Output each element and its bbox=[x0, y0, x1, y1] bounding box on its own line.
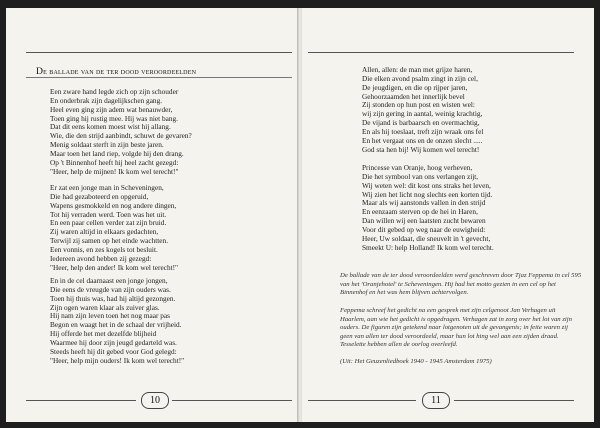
poem-line: God sta hen bij! Wij komen wel terecht! bbox=[362, 144, 480, 154]
footer-rule-left bbox=[308, 400, 416, 401]
note-line: Tesselette hebben allen de oorlog overleefd. bbox=[340, 341, 458, 348]
note-origin bbox=[340, 272, 581, 298]
poem-title-initial: D bbox=[36, 66, 44, 77]
poem-line: De vijand is barbaarsch en overmachtig, bbox=[362, 118, 480, 128]
note-line: De ballade van de ter dood veroordeelden werd geschreven door Tjaz Feppema in cel 595 bbox=[340, 272, 582, 279]
poem-line: En in de cel daarnaast een jonge jongen, bbox=[50, 276, 168, 285]
poem-line: Wapens gesmokkeld en nog andere dingen, bbox=[50, 200, 177, 210]
poem-line: Maar als wij aanstonds vallen in den strijd bbox=[362, 198, 486, 208]
poem-line: Wij zien het licht nog slechts een korten tijd. bbox=[362, 189, 493, 199]
poem-line: Smeekt U: help Holland! Ik kom wel terecht. bbox=[362, 242, 494, 252]
note-line: Binnenhof en het was hem blijven achtervolgen. bbox=[340, 289, 469, 296]
poem-line: Heer, Uw soldaat, die sneuvelt in 't gevecht, bbox=[362, 233, 491, 243]
poem-line: Begon en waagt het in de schaal der vrijheid. bbox=[50, 320, 182, 330]
poem-line: En als hij toeslaat, treft zijn wraak ons fel bbox=[362, 126, 484, 136]
footer-rule-left bbox=[26, 400, 136, 401]
poem-line: Toen ging hij rustig mee. Hij was niet bang. bbox=[50, 113, 178, 123]
poem-line: De jeugdigen, en die op rijper jaren, bbox=[362, 82, 468, 92]
poem-line: Princesse van Oranje, hoog verheven, bbox=[362, 163, 473, 172]
note-line: ouders. De figuren zijn getekend naar lotgenoten uit de gevangenis; in feite waren zij bbox=[340, 324, 568, 331]
poem-line: Hij nam zijn leven toen het nog maar pas bbox=[50, 311, 170, 321]
poem-line: Heel even ging zijn adem wat benauwder, bbox=[50, 104, 173, 114]
note-background bbox=[340, 307, 572, 350]
poem-line: Terwijl zij samen op het einde wachtten. bbox=[50, 236, 169, 246]
poem-line: Maar toen het land riep, volgde hij den drang. bbox=[50, 148, 184, 158]
stanza-5 bbox=[362, 164, 494, 252]
poem-line: Waarmee hij door zijn jeugd gedarteld was. bbox=[50, 337, 177, 347]
poem-line: Er zat een jonge man in Scheveningen, bbox=[50, 183, 164, 192]
note-line: geen van allen ter dood veroordeeld, maar hun lot hing wel aan een zijden draad. bbox=[340, 332, 559, 340]
poem-line: Steeds heeft hij dit gebed voor God gelegd: bbox=[50, 346, 177, 356]
poem-line: Een vonnis, en zes kogels tot besluit. bbox=[50, 244, 158, 254]
note-line: van het 'Oranjehotel' te Scheveningen. Hij had het motto gezien in een cel op het bbox=[340, 280, 556, 288]
poem-line: "Heer, help mijn ouders! Ik kom wel terecht!" bbox=[50, 355, 185, 365]
poem-line: Op 't Binnenhof heeft hij heel zacht gezegd: bbox=[50, 157, 179, 167]
poem-line: Zijn ogen waren klaar als zuiver glas. bbox=[50, 302, 160, 312]
poem-title bbox=[36, 66, 196, 77]
poem-line: Die het symbool van ons verlangen zijt, bbox=[362, 171, 479, 181]
page-number: 11 bbox=[422, 392, 450, 409]
poem-line: Hij offerde het met dezelfde blijheid bbox=[50, 329, 157, 339]
poem-line: Wie, die den strijd aanbindt, schuwt de gevaren? bbox=[50, 131, 192, 141]
poem-line: Die elken avond psalm zingt in zijn cel, bbox=[362, 73, 478, 83]
note-line: Feppema schreef het gedicht na een gesprek met zijn celgenoot Jan Verhagen uit bbox=[340, 307, 556, 314]
footer-rule-right bbox=[454, 400, 574, 401]
poem-line: En eenzaam sterven op de hei in Haren, bbox=[362, 207, 478, 217]
poem-line: "Heer, help den ander! Ik kom wel terecht!" bbox=[50, 262, 179, 272]
poem-line: "Heer, help de mijnen! Ik kom wel terecht!" bbox=[50, 166, 179, 176]
stanza-1 bbox=[50, 88, 192, 176]
footer-rule-right bbox=[172, 400, 292, 401]
poem-title-text: e ballade van de ter dood veroordeelden bbox=[43, 67, 197, 76]
top-rule bbox=[26, 52, 292, 53]
poem-line: En onderbrak zijn dagelijkschen gang. bbox=[50, 95, 163, 105]
stanza-3 bbox=[50, 277, 184, 365]
poem-line: Dan willen wij een laatsten zucht bewaren bbox=[362, 216, 486, 226]
poem-line: Dat dit eens komen moest wist hij allang. bbox=[50, 122, 171, 132]
poem-line: En het vergaat ons en de onzen slecht ..... bbox=[362, 135, 483, 145]
left-page bbox=[6, 8, 298, 422]
poem-line: Menig soldaat sterft in zijn beste jaren. bbox=[50, 140, 164, 150]
poem-line: Die had gezaboteerd en opgeruid, bbox=[50, 191, 149, 201]
source-citation: (Uit: Het Geuzenliedboek 1940 - 1945 Amsterdam 1975) bbox=[340, 358, 492, 365]
poem-line: Gehoorzaamden het innerlijk bevel bbox=[362, 91, 465, 101]
poem-line: En een paar cellen verder zat zijn bruid. bbox=[50, 218, 167, 228]
stanza-2 bbox=[50, 184, 178, 272]
top-rule bbox=[308, 52, 574, 53]
poem-line: Voor dit gebed op weg naar de euwigheid: bbox=[362, 224, 486, 234]
poem-line: wij zijn gering in aantal, weinig krachtig, bbox=[362, 109, 483, 119]
poem-line: Die eens de vreugde van zijn ouders was. bbox=[50, 284, 171, 294]
poem-line: Een zware hand legde zich op zijn schouder bbox=[50, 87, 179, 96]
poem-line: Tot hij verraden werd. Toen was het uit. bbox=[50, 209, 167, 219]
stanza-4 bbox=[362, 66, 483, 154]
poem-line: Iedereen avond hebben zij gezegd: bbox=[50, 253, 152, 263]
right-page bbox=[302, 8, 594, 422]
poem-line: Zij stonden op hun post en wisten wel: bbox=[362, 100, 475, 110]
note-line: Haarlem, aan wie het gedicht is opgedragen. Verhagen zat in zorg over het lot van zijn bbox=[340, 315, 572, 323]
poem-line: Allen, allen: de man met grijze haren, bbox=[362, 65, 473, 74]
title-underline bbox=[26, 77, 292, 78]
poem-line: Zij waren altijd in elkaars gedachten, bbox=[50, 227, 159, 237]
poem-line: Wij weten wel: dit kost ons straks het leven, bbox=[362, 180, 491, 190]
poem-line: Toen hij thuis was, had hij altijd gezongen. bbox=[50, 293, 176, 303]
page-number: 10 bbox=[141, 392, 169, 409]
